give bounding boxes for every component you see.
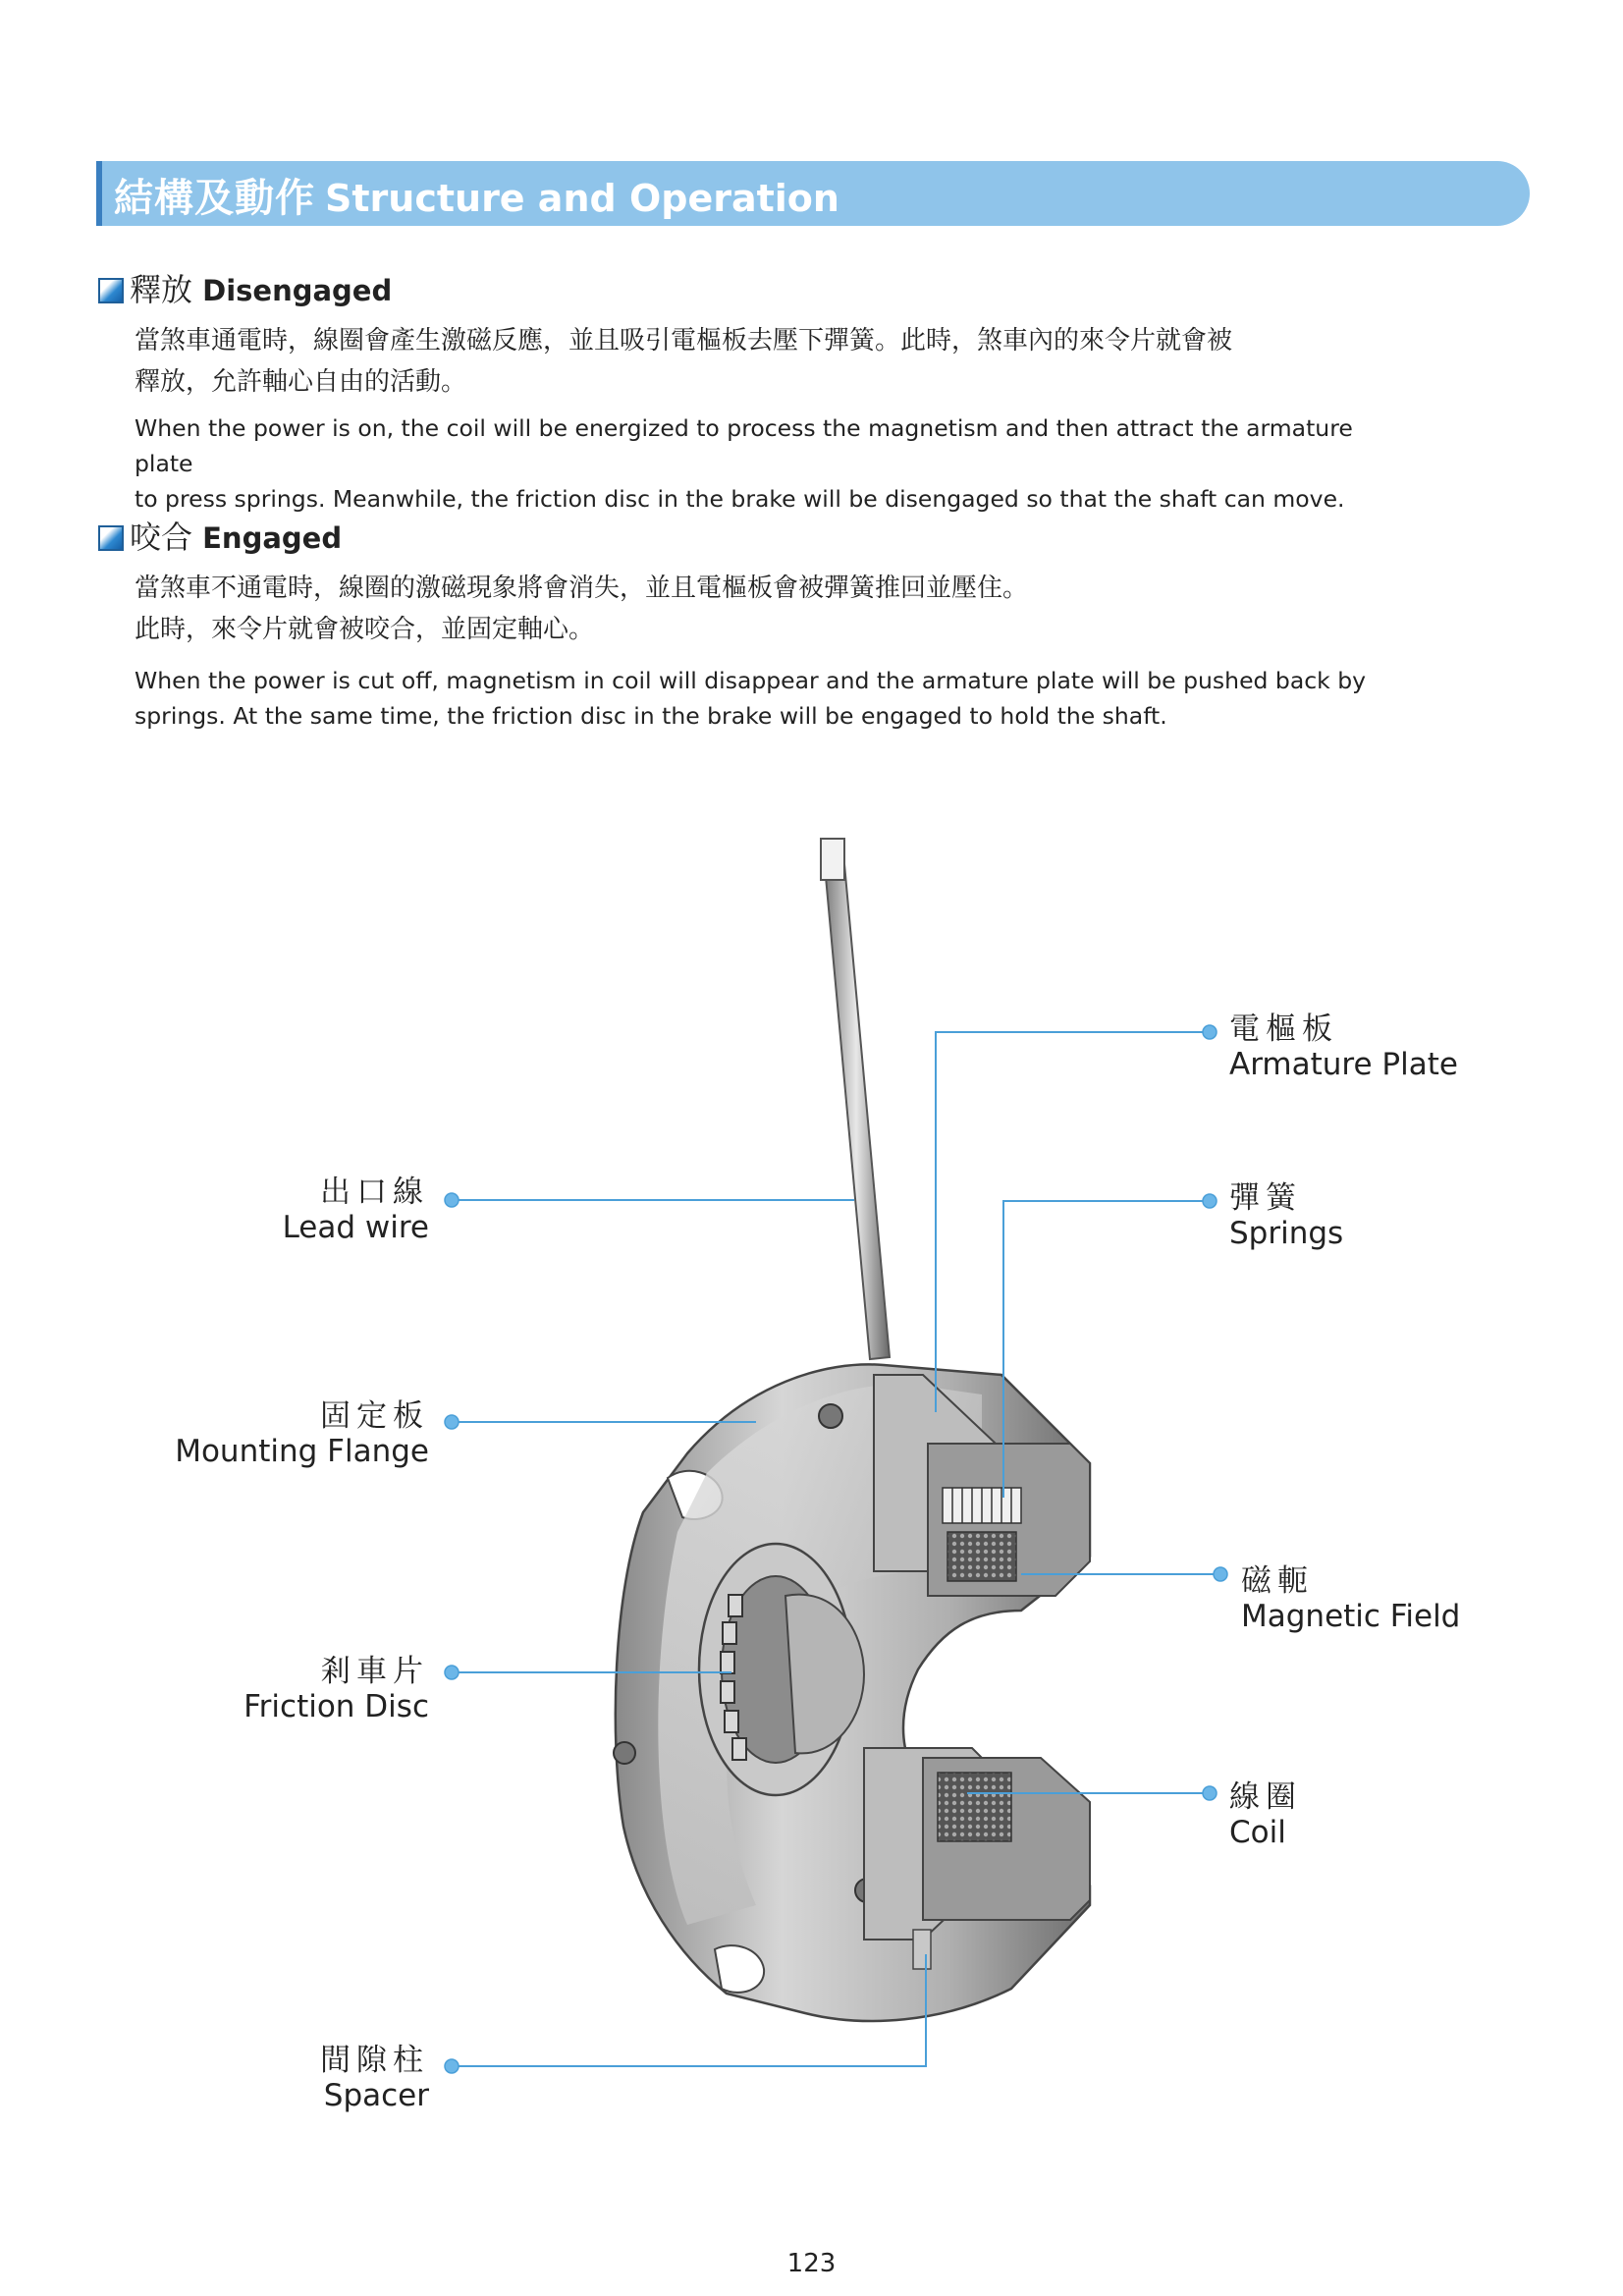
disengaged-text-en-line: to press springs. Meanwhile, the friction disc in the brake will be disengaged so that the shaft can move. (135, 485, 1345, 513)
disengaged-heading-en: Disengaged (202, 274, 393, 307)
label-friction-disc (243, 1654, 429, 1724)
label-mounting-flange (175, 1398, 429, 1469)
friction-disc-dot (445, 1666, 459, 1679)
armature-plate-dot (1203, 1025, 1217, 1039)
label-zh: 剎車片 (320, 1654, 429, 1689)
label-en: Lead wire (282, 1210, 429, 1245)
label-en: Magnetic Field (1241, 1599, 1461, 1634)
label-zh: 出口線 (320, 1175, 429, 1210)
label-zh: 固定板 (320, 1398, 429, 1434)
engaged-text-en-line: When the power is cut off, magnetism in coil will disappear and the armature plate will be pushed back by (135, 667, 1367, 694)
label-armature-plate (1229, 1011, 1458, 1082)
label-en: Spacer (323, 2078, 429, 2113)
label-coil (1229, 1779, 1302, 1850)
banner-title-en: Structure and Operation (325, 177, 839, 220)
label-en: Armature Plate (1229, 1047, 1458, 1082)
lead-wire-shape (821, 839, 890, 1359)
label-zh: 電樞板 (1229, 1011, 1338, 1047)
label-spacer (320, 2043, 429, 2113)
spacer-dot (445, 2059, 459, 2073)
mounting-flange-dot (445, 1415, 459, 1429)
page-number: 123 (786, 2249, 837, 2278)
label-zh: 線圈 (1229, 1779, 1302, 1815)
brake-body (614, 1364, 1090, 2021)
engaged-heading-en: Engaged (202, 521, 343, 555)
engaged-text-zh-line: 當煞車不通電時，線圈的激磁現象將會消失，並且電樞板會被彈簧推回並壓住。 (135, 574, 1029, 603)
disengaged-text-en-line: When the power is on, the coil will be energized to process the magnetism and then attract the armature plate (135, 414, 1353, 477)
disengaged-text-zh-line: 當煞車通電時，線圈會產生激磁反應，並且吸引電樞板去壓下彈簧。此時，煞車內的來令片就會被 (135, 326, 1233, 355)
engaged-text-en-line: springs. At the same time, the friction disc in the brake will be engaged to hold the shaft. (135, 702, 1167, 730)
label-en: Mounting Flange (175, 1434, 429, 1469)
engaged-text-zh-line: 此時，來令片就會被咬合，並固定軸心。 (135, 615, 595, 644)
banner-title-zh: 結構及動作 (114, 176, 315, 221)
label-zh: 彈簧 (1229, 1180, 1302, 1216)
disengaged-text-zh-line: 釋放，允許軸心自由的活動。 (135, 367, 467, 397)
springs-dot (1203, 1194, 1217, 1208)
magnetic-field-dot (1214, 1567, 1227, 1581)
disengaged-heading-zh: 釋放 (130, 271, 193, 308)
label-magnetic-field (1241, 1563, 1460, 1634)
engaged-heading-zh: 咬合 (130, 519, 193, 556)
label-en: Coil (1229, 1815, 1286, 1850)
label-lead-wire (283, 1175, 429, 1245)
coil-dot (1203, 1786, 1217, 1800)
label-zh: 間隙柱 (320, 2043, 429, 2078)
lead-wire-dot (445, 1193, 459, 1207)
label-zh: 磁軛 (1241, 1563, 1314, 1599)
label-en: Friction Disc (243, 1689, 429, 1724)
label-springs (1229, 1180, 1343, 1251)
label-en: Springs (1229, 1216, 1344, 1251)
